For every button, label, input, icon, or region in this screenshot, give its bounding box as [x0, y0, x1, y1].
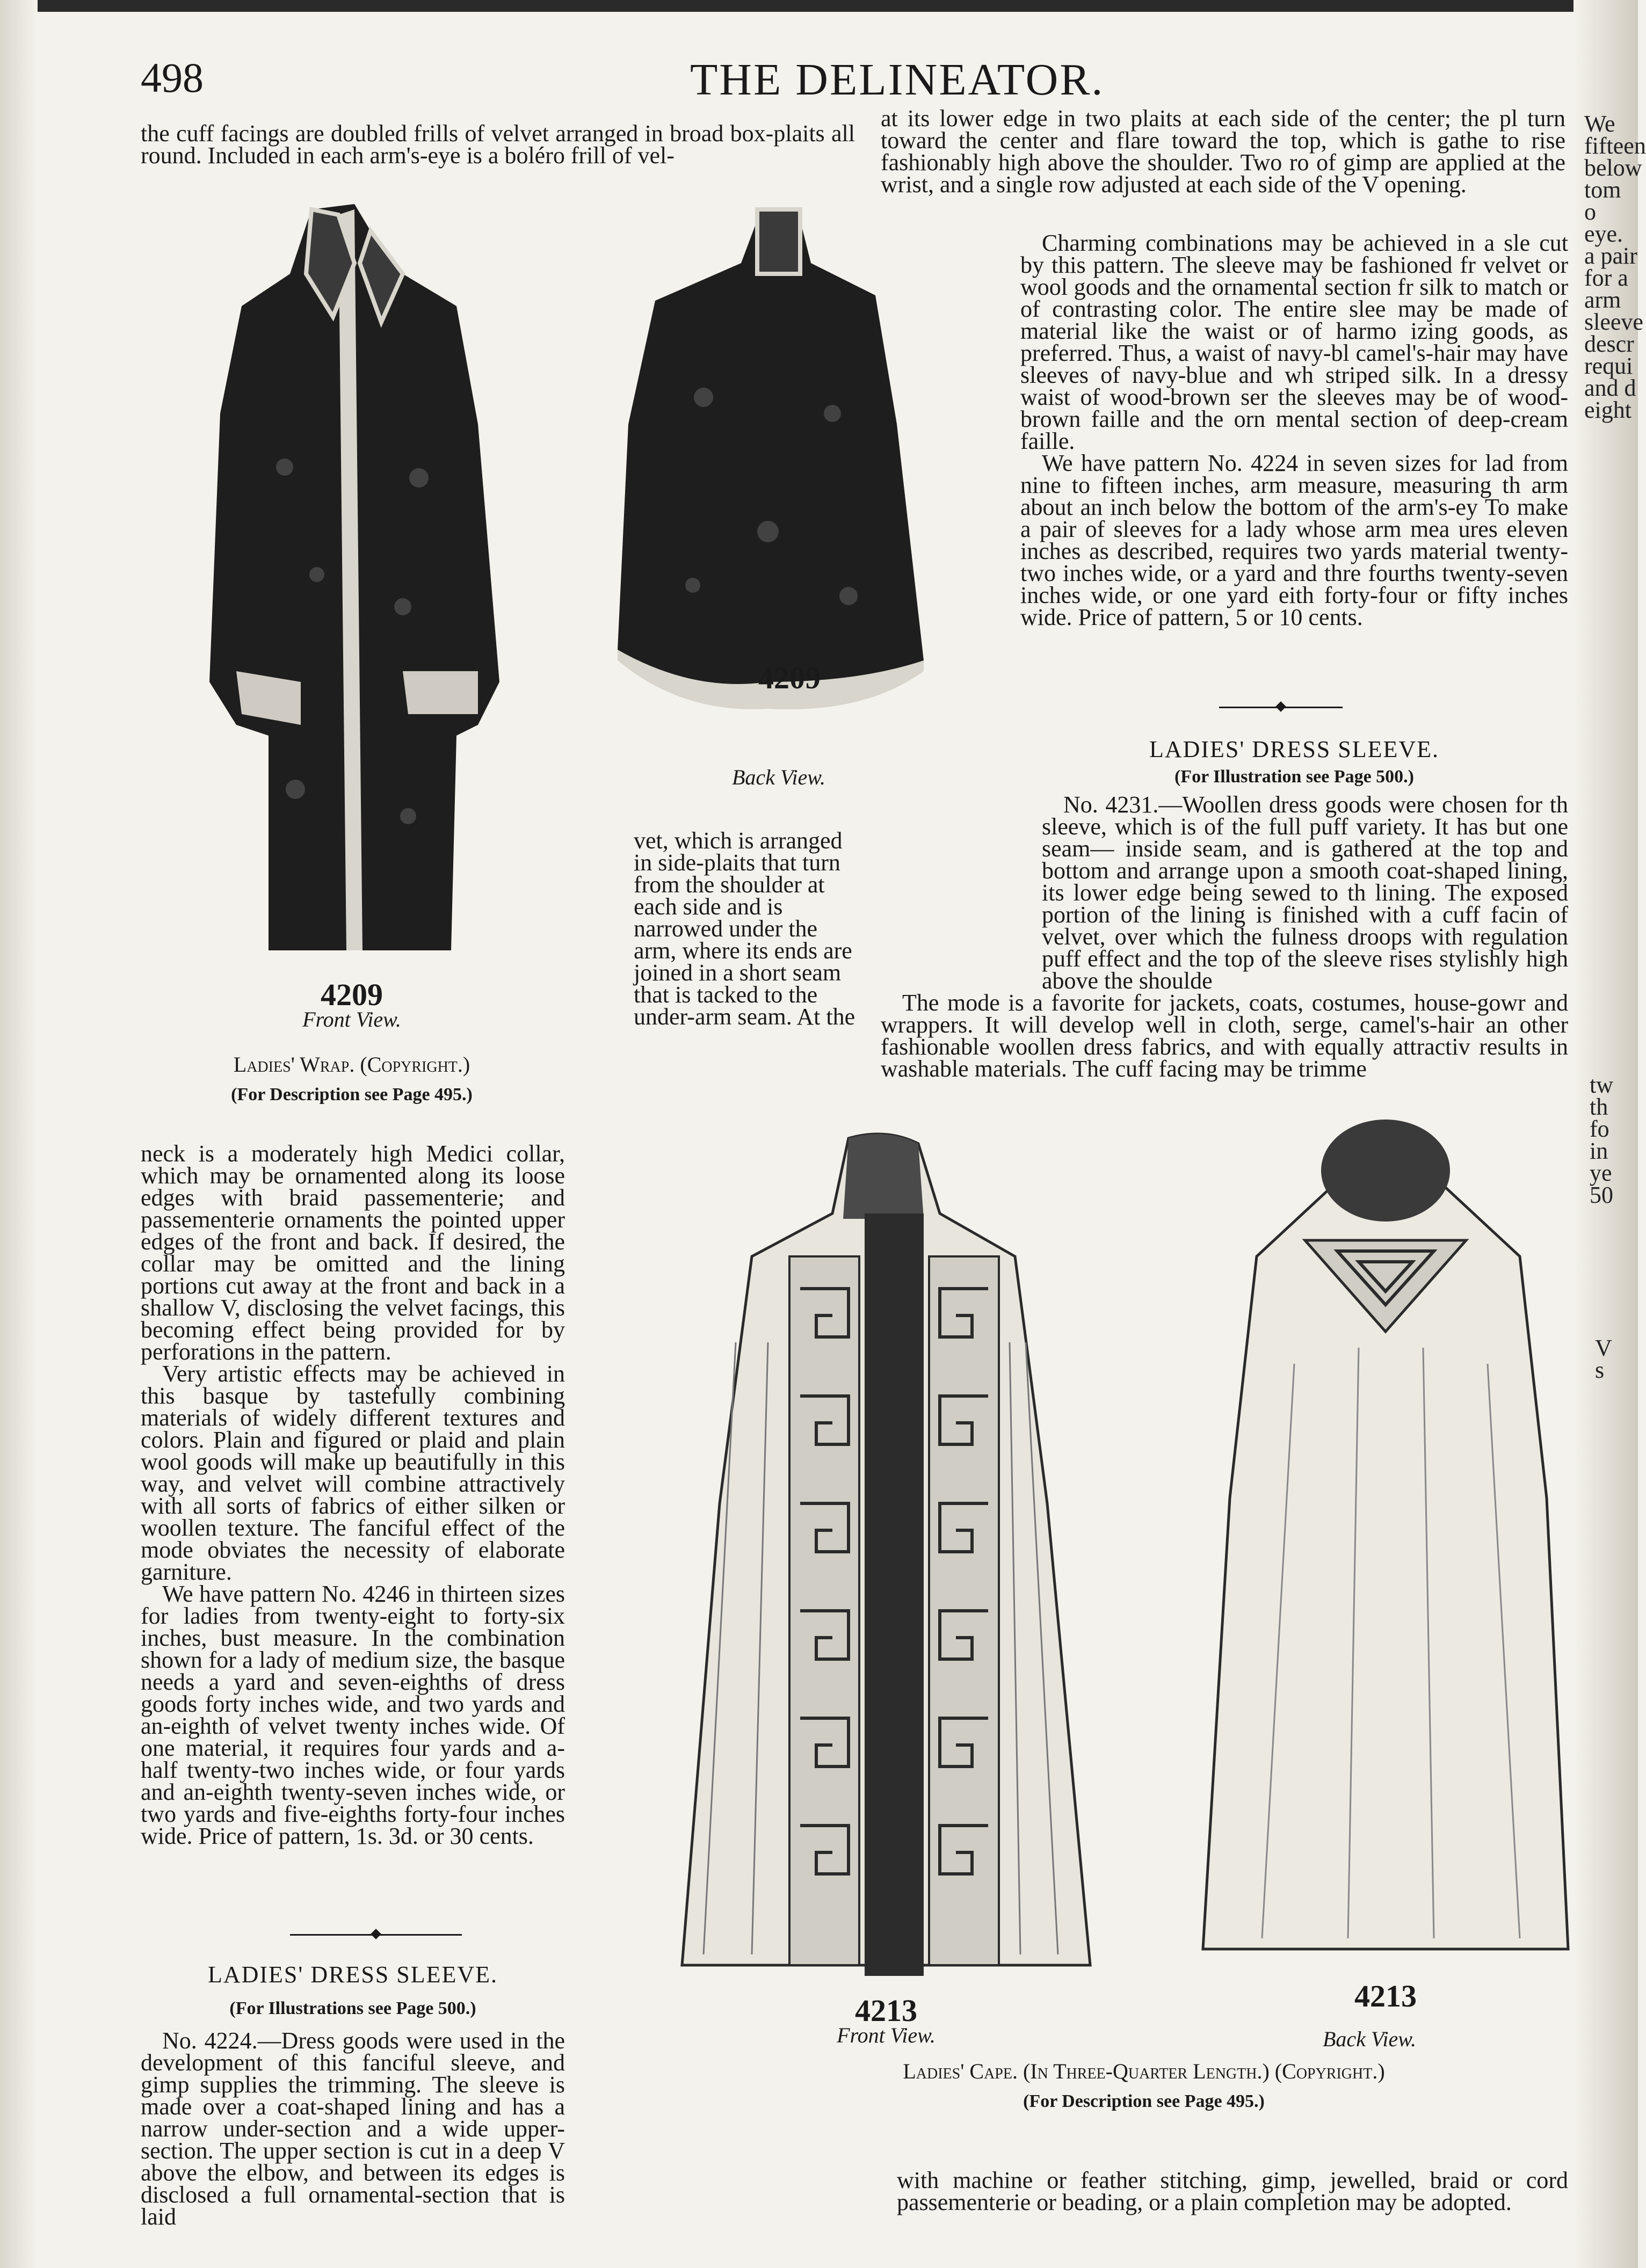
vet-column-text: vet, which is arranged in side-plaits that turn from the shoulder at each side and is narrowed under the arm, where its ends are joined in a short seam that is tacked to the under-arm seam. At the: [634, 827, 855, 1030]
figure-number: 4213: [1354, 1979, 1417, 2013]
figure-number: 4213: [855, 1993, 917, 2028]
figure-note: (For Description see Page 495.): [231, 1085, 473, 1104]
fragment: ye: [1590, 1160, 1612, 1186]
left-body-text: [141, 1140, 565, 1849]
paragraph: The mode is a favorite for jackets, coats, costumes, house-gowr and wrappers. It will develop well in cloth, serge, camel's-hair an other fashionable woollen dress fabrics, and with equally attractiv results in washable materials. The cuff facing may be trimme: [881, 990, 1568, 1082]
wrap-back-number: [736, 660, 843, 695]
scan-left-edge: [0, 0, 38, 2268]
fragment: th: [1590, 1094, 1608, 1120]
fragment: V: [1595, 1335, 1612, 1361]
fragment: below: [1584, 155, 1642, 181]
fragment: fo: [1590, 1116, 1609, 1142]
fragment: and d: [1584, 375, 1636, 401]
fragment: descr: [1584, 331, 1634, 357]
view-label: Back View.: [732, 765, 825, 789]
section-heading: LADIES' DRESS SLEEVE.: [207, 1961, 498, 1988]
fragment: s: [1595, 1357, 1605, 1383]
sleeve-4224-text: [141, 2027, 565, 2230]
fragment: fifteen: [1584, 133, 1646, 159]
paragraph: We have pattern No. 4246 in thirteen sizes for ladies from twenty-eight to forty-six inches, bust measure. In the combination shown for a lady of medium size, the basque needs a yard and seven-eighths of dress goods forty inches wide, and two yards and an-eighth of velvet twenty inches wide. Of one material, it requires four yards and a-half twenty-two inches wide, or four yards and an-eighth twenty-seven inches wide, or two yards and five-eighths forty-four inches wide. Price of pattern, 1s. 3d. or 30 cents.: [141, 1581, 565, 1849]
fragment: requi: [1584, 353, 1633, 379]
fragment: tw: [1590, 1072, 1613, 1098]
cape-front-illustration: [671, 1128, 1101, 1997]
wrap-back-illustration: [607, 209, 929, 719]
fragment: for a: [1584, 265, 1628, 291]
cape-back-number: [1305, 1979, 1466, 2013]
figure-note: (For Description see Page 495.): [1023, 2091, 1265, 2111]
view-label: Front View.: [837, 2023, 936, 2047]
fragment: We: [1584, 111, 1615, 137]
fragment: sleeve: [1584, 309, 1643, 335]
bottom-right-text: with machine or feather stitching, gimp, jewelled, braid or cord passementerie or beading, or a plain completion may be adopted.: [897, 2167, 1568, 2215]
wrap-back-caption: [682, 765, 875, 790]
section-subhead: (For Illustration see Page 500.): [1174, 767, 1415, 787]
scan-top-edge: [0, 0, 1638, 12]
view-label: Back View.: [1323, 2027, 1416, 2051]
page-number: 498: [141, 54, 204, 101]
wrap-front-caption: [177, 977, 526, 1032]
fragment: tom o: [1584, 177, 1621, 225]
wrap-title-caption: [134, 1052, 569, 1107]
sleeve-4231-text: [881, 791, 1568, 1082]
fragment: arm: [1584, 287, 1621, 313]
cape-front-caption: [806, 1993, 967, 2048]
section-divider: [290, 1934, 462, 1936]
figure-number: 4209: [758, 660, 821, 695]
top-right-text: at its lower edge in two plaits at each side of the center; the pl turn toward the center and flare toward the top, which is gathe to rise fashionably high above the shoulder. Two ro of gimp are applied at the wrist, and a single row adjusted at each side of the V opening.: [881, 105, 1565, 198]
section-heading: LADIES' DRESS SLEEVE.: [1149, 736, 1440, 762]
paragraph: Charming combinations may be achieved in a sle cut by this pattern. The sleeve may be fashioned fr velvet or wool goods and the ornamental section fr silk to match or of contrasting color. The entire slee may be made of material like the waist or of harmo izing goods, as preferred. Thus, a waist of navy-bl camel's-hair may have sleeves of navy-blue and wh striped silk. In a dressy waist of wood-brown ser the sleeves may be of wood-brown faille and the orn mental section of deep-cream faille.: [1020, 230, 1568, 454]
paragraph: No. 4231.—Woollen dress goods were chosen for th sleeve, which is of the full puff variety. It has but one seam— inside seam, and is gathered at the top and bottom and arrange upon a smooth coat-shaped lining, its lower edge being sewed to th lining. The exposed portion of the lining is finished with a cuff facin of velvet, over which the fulness droops with regulation puff effect and the top of the sleeve rises stylishly high above the shoulde: [1042, 791, 1568, 994]
figure-number: 4209: [321, 977, 383, 1012]
view-label: Front View.: [302, 1007, 401, 1031]
right-column-text: [1020, 232, 1568, 628]
figure-title: Ladies' Cape. (In Three-Quarter Length.) (Copyright.): [903, 2059, 1385, 2083]
margin-fragments-middle: [1590, 1074, 1633, 1206]
cape-back-illustration: [1198, 1122, 1574, 1981]
paragraph: No. 4224.—Dress goods were used in the development of this fanciful sleeve, and gimp supplies the trimming. The sleeve is made over a coat-shaped lining and has a narrow under-section and a wide upper-section. The upper section is cut in a deep V above the elbow, and between its edges is disclosed a full ornamental-section that is laid: [141, 2027, 565, 2230]
section-subhead: (For Illustrations see Page 500.): [229, 1998, 476, 2018]
fragment: in: [1590, 1138, 1608, 1164]
cape-back-caption: [1262, 2027, 1477, 2052]
figure-title: Ladies' Wrap. (Copyright.): [233, 1052, 470, 1077]
cape-title-caption: [784, 2059, 1504, 2114]
top-left-text: the cuff facings are doubled frills of velvet arranged in broad box-plaits all round. Included in each arm's-eye is a boléro frill of vel-: [141, 120, 855, 169]
section-divider: [1219, 707, 1343, 708]
paragraph: neck is a moderately high Medici collar, which may be ornamented along its loose edges with braid passementerie; and passementerie ornaments the pointed upper edges of the front and back. If desired, the collar may be omitted and the lining portions cut away at the front and back in a shallow V, disclosing the velvet facings, this becoming effect being provided for by perforations in the pattern.: [141, 1140, 565, 1365]
fragment: a pair: [1584, 243, 1637, 269]
margin-fragments-lower: [1595, 1337, 1633, 1381]
margin-fragments-top: [1584, 111, 1646, 423]
fragment: 50: [1590, 1182, 1613, 1208]
paragraph: Very artistic effects may be achieved in this basque by tastefully combining materials of widely different textures and colors. Plain and figured or plaid and plain wool goods will make up beautifully in this way, and velvet will combine attractively with all sorts of fabrics of either silken or woollen texture. The fanciful effect of the mode obviates the necessity of elaborate garniture.: [141, 1361, 565, 1585]
paragraph: We have pattern No. 4224 in seven sizes for lad from nine to fifteen inches, arm measure, measuring th arm about an inch below the bottom of the arm's-ey To make a pair of sleeves for a lady whose arm mea ures eleven inches as described, requires two yards material twenty-two inches wide, or a yard and thre fourths twenty-seven inches wide, or one yard eith forty-four or fifty inches wide. Price of pattern, 5 or 10 cents.: [1020, 450, 1568, 630]
fragment: eight: [1584, 397, 1632, 423]
running-head: THE DELINEATOR.: [690, 55, 1105, 105]
fragment: eye.: [1584, 221, 1623, 247]
wrap-front-illustration: [177, 199, 526, 972]
